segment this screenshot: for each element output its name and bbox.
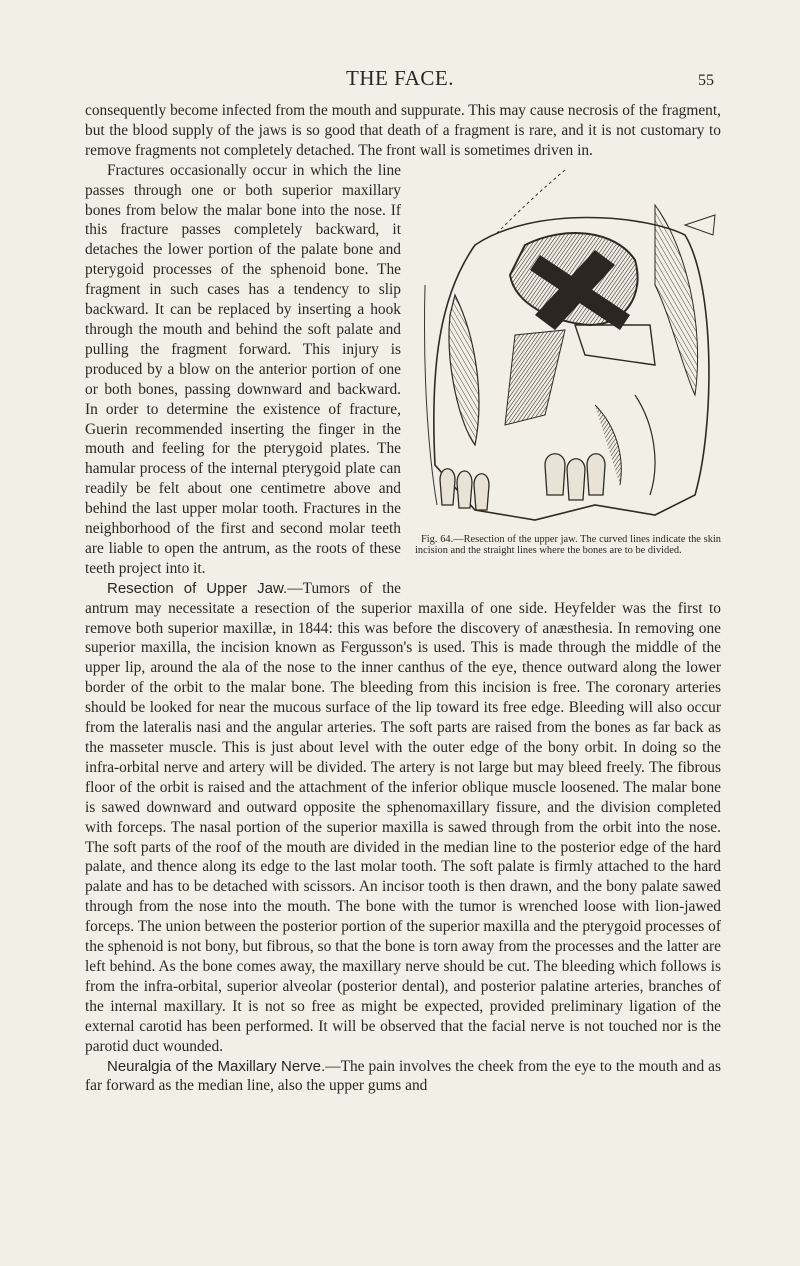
paragraph-fractures: Fractures occasionally occur in which the line passes through one or both superior maxillary bones from below the malar bone into the nose. If this fracture passes completely backward, it detaches the lower portion of the palate bone and pterygoid processes of the sphenoid bone. The fragment in such cases has a tendency to slip backward. It can be replaced by inserting a hook through the mouth and behind the soft palate and pulling the fragment forward. This injury is produced by a blow on the anterior portion of one or both bones, passing downward and backward. In order to determine the existence of fracture, Guerin recommended inserting the finger in the mouth and feeling for the pterygoid plates. The hamular process of the internal pterygoid plate can readily be felt about one centimetre above and behind the last upper molar tooth. Fractures in the neighborhood of the first and second molar teeth are liable to open the antrum, as the roots of these teeth project into it.	[85, 161, 401, 577]
running-head	[0, 66, 800, 92]
neuralgia-text: —The pain involves the cheek from the eye to the mouth and as far forward as the median line, also the upper gums and	[85, 1057, 721, 1095]
resection-heading: Resection of Upper Jaw.	[107, 579, 288, 597]
body-text	[85, 101, 721, 1096]
page-number: 55	[698, 72, 714, 89]
figure-caption: Fig. 64.—Resection of the upper jaw. The curved lines indicate the skin incision and the straight lines where the bones are to be divided.	[415, 533, 721, 557]
paragraph-continuation: consequently become infected from the mouth and suppurate. This may cause necrosis of the fragment, but the blood supply of the jaws is so good that death of a fragment is rare, and it is not customary to remove fragments not completely detached. The front wall is sometimes driven in.	[85, 102, 721, 159]
skull-illustration	[415, 165, 721, 530]
paragraph-neuralgia	[85, 1057, 721, 1097]
running-title: THE FACE.	[346, 66, 454, 90]
neuralgia-heading: Neuralgia of the Maxillary Nerve.	[107, 1057, 326, 1075]
paragraph-resection	[85, 579, 721, 1057]
resection-text: —Tumors of the antrum may necessitate a resection of the superior maxilla of one side. Heyfelder was the first to remove both superior maxillæ, in 1844: this was before the discovery of anæsthesia. In removing one superior maxilla, the incision known as Fergusson's is used. This is made through the middle of the upper lip, around the ala of the nose to the inner canthus of the eye, thence outward along the lower border of the orbit to the malar bone. The bleeding from this incision is free. The coronary arteries should be looked for near the mucous surface of the lip toward its free edge. Bleeding will also occur from the lateralis nasi and the angular arteries. The soft parts are raised from the bones as far back as the masseter muscle. This is just about level with the outer edge of the bony orbit. In doing so the infra-orbital nerve and artery will be divided. The artery is not large but may bleed freely. The fibrous floor of the orbit is raised and the attachment of the inferior oblique muscle loosened. The malar bone is sawed downward and outward opposite the sphenomaxillary fissure, and the division completed with forceps. The nasal portion of the superior maxilla is sawed through from the orbit into the nose. The soft parts of the roof of the mouth are divided in the median line to the posterior edge of the hard palate, and thence along its edge to the last molar tooth. The soft palate is firmly attached to the hard palate and has to be detached with scissors. An incisor tooth is then drawn, and the bony palate sawed through from the nose into the mouth. The bone with the tumor is wrenched loose with lion-jawed forceps. The union between the posterior portion of the superior maxilla and the pterygoid processes of the sphenoid is not bony, but fibrous, so that the bone is torn away from the processes and the latter are left behind. As the bone comes away, the maxillary nerve should be cut. The bleeding which follows is from the infra-orbital, superior alveolar (posterior dental), and posterior palatine arteries, branches of the internal maxillary. It is not so free as might be expected, provided preliminary ligation of the external carotid has been performed. It will be observed that the facial nerve is not touched nor is the parotid duct wounded.	[85, 579, 721, 1055]
figure-64	[415, 165, 721, 577]
